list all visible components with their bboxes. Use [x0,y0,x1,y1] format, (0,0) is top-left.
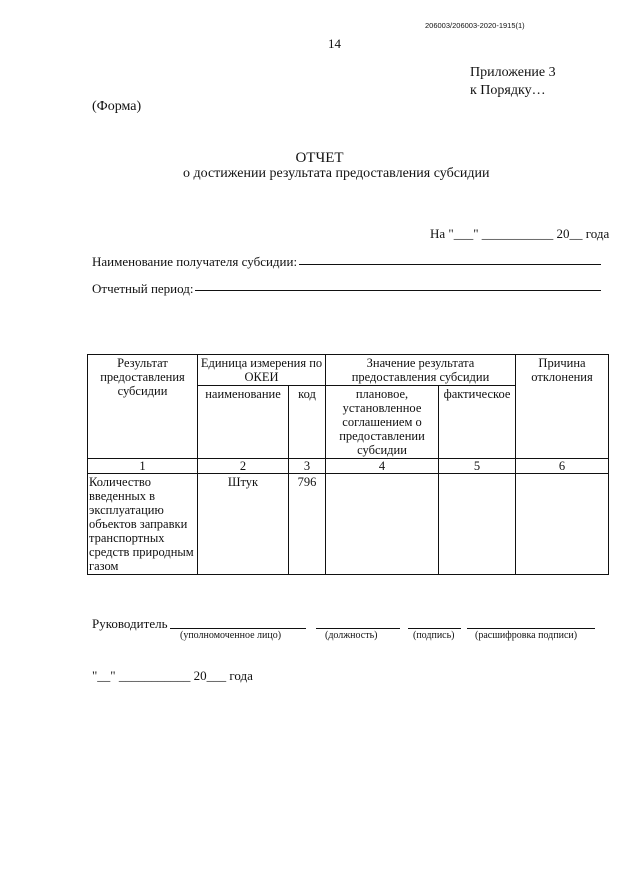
cell-reason[interactable] [516,474,609,575]
page-number: 14 [328,36,341,51]
column-number-row [88,459,609,474]
recipient-label: Наименование получателя субсидии: [92,254,298,269]
caption-decoding: (расшифровка подписи) [475,630,578,641]
caption-position: (должность) [325,630,378,641]
bottom-date-line: "__" ___________ 20___ года [92,668,253,683]
report-subtitle: о достижении результата предоставления субсидии [183,166,490,181]
cell-unit-code: 796 [289,474,326,575]
table-row [88,474,609,575]
header-reason: Причина отклонения [516,355,609,459]
appendix-line-2: к Порядку… [470,83,546,98]
header-result: Результат предоставления субсидии [88,355,198,459]
column-number: 5 [439,459,516,474]
form-label: (Форма) [92,99,142,114]
report-date-line: На "___" ___________ 20__ года [430,226,610,241]
signature-label: Руководитель [92,616,168,631]
appendix-line-1: Приложение 3 [470,65,556,80]
signature-person-line[interactable] [170,628,306,629]
cell-result: Количество введенных в эксплуатацию объектов заправки транспортных средств природным газом [88,474,198,575]
cell-actual[interactable] [439,474,516,575]
column-number: 6 [516,459,609,474]
signature-decoding-line[interactable] [467,628,595,629]
signature-position-line[interactable] [316,628,400,629]
header-unit: Единица измерения по ОКЕИ [198,355,326,386]
column-number: 1 [88,459,198,474]
column-number: 2 [198,459,289,474]
column-number: 4 [326,459,439,474]
caption-person: (уполномоченное лицо) [180,630,282,641]
header-value: Значение результата предоставления субсидии [326,355,516,386]
cell-planned[interactable] [326,474,439,575]
period-label: Отчетный период: [92,281,194,296]
cell-unit-name: Штук [198,474,289,575]
header-actual: фактическое [439,386,516,459]
recipient-field-line[interactable] [299,264,601,265]
document-id: 206003/206003-2020-1915(1) [425,21,525,30]
report-title: ОТЧЕТ [295,150,344,166]
header-unit-name: наименование [198,386,289,459]
report-table [87,354,609,575]
period-field-line[interactable] [195,290,601,291]
header-unit-code: код [289,386,326,459]
column-number: 3 [289,459,326,474]
caption-signature: (подпись) [413,630,455,641]
header-planned: плановое, установленное соглашением о предоставлении субсидии [326,386,439,459]
signature-sign-line[interactable] [408,628,461,629]
